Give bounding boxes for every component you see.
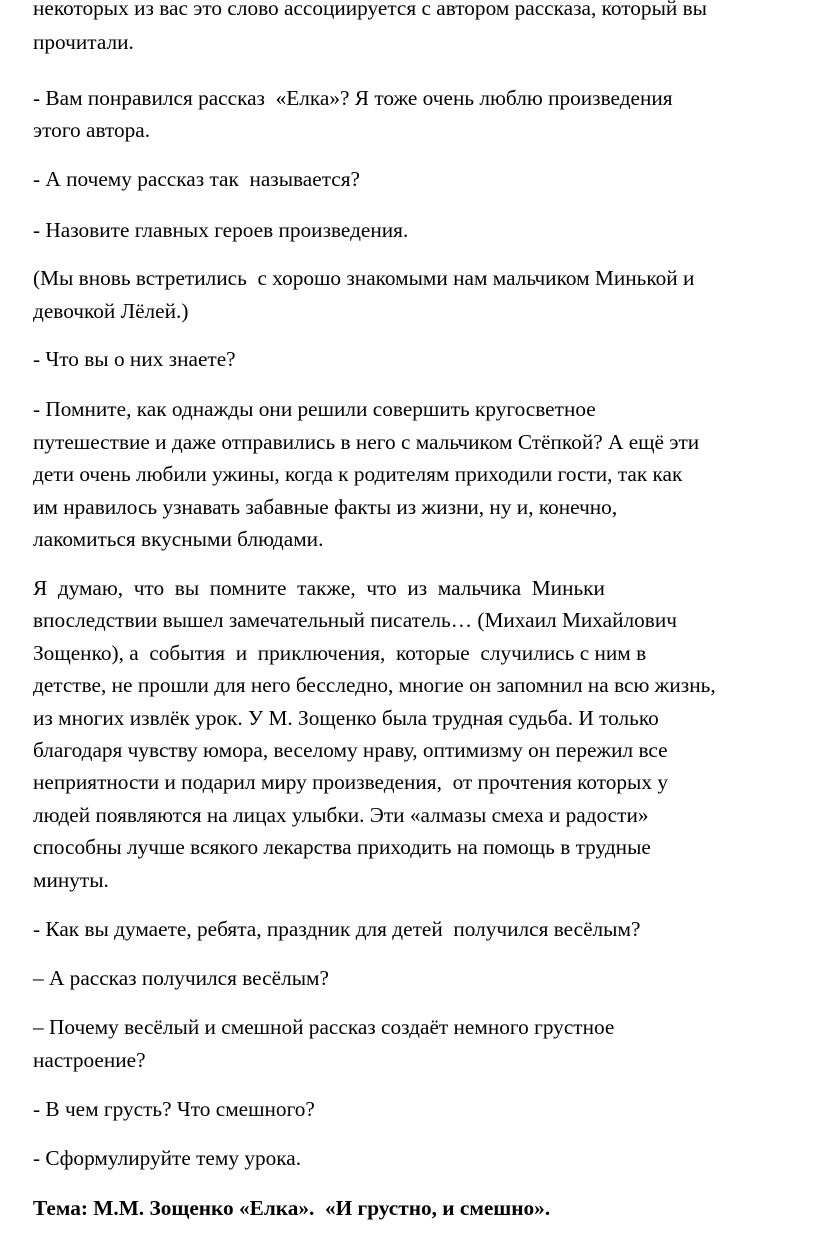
text-line: прочитали. — [33, 30, 134, 54]
text-line: этого автора. — [33, 118, 151, 142]
text-line: Зощенко), а события и приключения, которые случились с ним в — [33, 641, 647, 665]
text-line: - Вам понравился рассказ «Елка»? Я тоже очень люблю произведения — [33, 86, 673, 110]
text-line: – Почему весёлый и смешной рассказ создаёт немного грустное — [33, 1015, 615, 1039]
text-line: – А рассказ получился весёлым? — [33, 966, 329, 990]
text-line: людей появляются на лицах улыбки. Эти «алмазы смеха и радости» — [33, 803, 649, 827]
text-line: минуты. — [33, 868, 109, 892]
text-line: путешествие и даже отправились в него с мальчиком Стёпкой? А ещё эти — [33, 430, 700, 454]
text-line: - Что вы о них знаете? — [33, 347, 236, 371]
text-line: из многих извлёк урок. У М. Зощенко была трудная судьба. И только — [33, 706, 659, 730]
text-line: некоторых из вас это слово ассоциируется с автором рассказа, который вы — [33, 0, 707, 20]
text-line: лакомиться вкусными блюдами. — [33, 527, 324, 551]
text-line: девочкой Лёлей.) — [33, 299, 189, 323]
text-line: неприятности и подарил миру произведения, от прочтения которых у — [33, 770, 668, 794]
text-line: - А почему рассказ так называется? — [33, 167, 360, 191]
text-line: настроение? — [33, 1048, 146, 1072]
text-line: благодаря чувству юмора, веселому нраву, оптимизму он пережил все — [33, 738, 668, 762]
text-line: детстве, не прошли для него бесследно, многие он запомнил на всю жизнь, — [33, 673, 716, 697]
text-line: (Мы вновь встретились с хорошо знакомыми нам мальчиком Минькой и — [33, 266, 695, 290]
text-line: Я думаю, что вы помните также, что из мальчика Миньки — [33, 576, 605, 600]
text-line: - Сформулируйте тему урока. — [33, 1146, 302, 1170]
text-line: впоследствии вышел замечательный писатель… (Михаил Михайлович — [33, 608, 677, 632]
text-line: им нравилось узнавать забавные факты из жизни, ну и, конечно, — [33, 495, 618, 519]
text-line: - В чем грусть? Что смешного? — [33, 1097, 315, 1121]
text-line: способны лучше всякого лекарства приходить на помощь в трудные — [33, 835, 651, 859]
text-line: дети очень любили ужины, когда к родителям приходили гости, так как — [33, 462, 683, 486]
text-line: - Помните, как однажды они решили совершить кругосветное — [33, 397, 596, 421]
text-line: - Назовите главных героев произведения. — [33, 218, 409, 242]
lesson-topic: Тема: М.М. Зощенко «Елка». «И грустно, и смешно». — [33, 1196, 551, 1220]
text-line: - Как вы думаете, ребята, праздник для детей получился весёлым? — [33, 917, 641, 941]
